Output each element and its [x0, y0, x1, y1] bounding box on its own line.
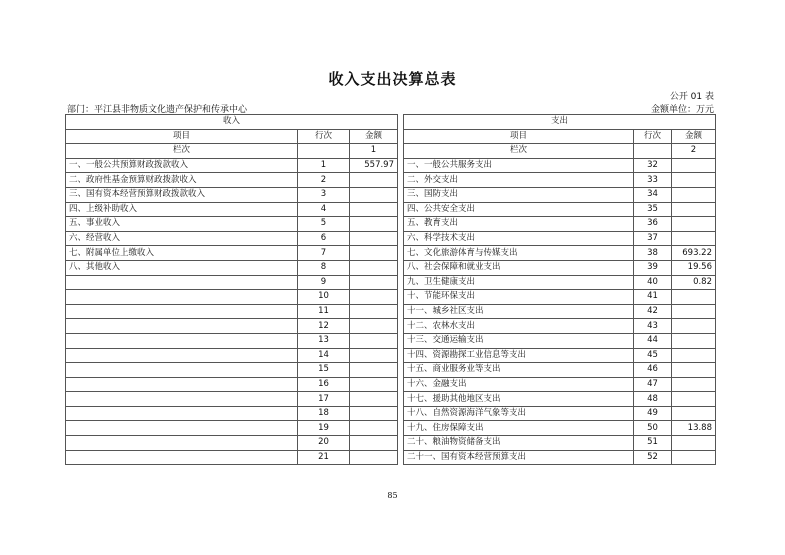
expense-item-cell: 六、科学技术支出	[404, 231, 634, 246]
expense-item-cell: 十一、城乡社区支出	[404, 304, 634, 319]
expense-header: 支出	[404, 115, 716, 130]
income-amount-cell	[350, 450, 398, 465]
expense-amount-cell	[672, 450, 716, 465]
income-amount-cell	[350, 319, 398, 334]
form-number: 公开 01 表	[669, 92, 714, 102]
income-item-cell	[66, 333, 298, 348]
income-item-cell	[66, 436, 298, 451]
expense-amount-cell	[672, 304, 716, 319]
expense-item-cell: 一、一般公共服务支出	[404, 158, 634, 173]
expense-item-cell: 十、节能环保支出	[404, 290, 634, 305]
income-amount-cell	[350, 304, 398, 319]
income-line-cell: 2	[298, 173, 350, 188]
table-row	[66, 187, 716, 202]
table-row	[66, 319, 716, 334]
income-line-cell: 11	[298, 304, 350, 319]
expense-amount-cell: 19.56	[672, 260, 716, 275]
expense-column-label: 栏次	[404, 144, 634, 159]
expense-line-cell: 43	[634, 319, 672, 334]
expense-amount-cell	[672, 290, 716, 305]
income-line-cell: 8	[298, 260, 350, 275]
expense-item-cell: 二十、粮油物资储备支出	[404, 436, 634, 451]
income-line-header: 行次	[298, 129, 350, 144]
income-line-cell: 21	[298, 450, 350, 465]
income-line-cell: 15	[298, 363, 350, 378]
expense-line-cell: 51	[634, 436, 672, 451]
income-item-header: 项目	[66, 129, 298, 144]
income-line-cell: 20	[298, 436, 350, 451]
income-amount-cell	[350, 231, 398, 246]
income-item-cell: 八、其他收入	[66, 260, 298, 275]
expense-amount-cell	[672, 406, 716, 421]
income-item-cell	[66, 363, 298, 378]
expense-amount-cell: 693.22	[672, 246, 716, 261]
table-row	[66, 275, 716, 290]
income-item-cell	[66, 348, 298, 363]
column-number-row	[66, 144, 716, 159]
income-line-cell: 18	[298, 406, 350, 421]
table-row	[66, 290, 716, 305]
income-amount-cell	[350, 392, 398, 407]
expense-amount-cell	[672, 377, 716, 392]
section-header-row	[66, 115, 716, 130]
expense-item-cell: 三、国防支出	[404, 187, 634, 202]
expense-line-cell: 35	[634, 202, 672, 217]
income-amount-cell	[350, 202, 398, 217]
expense-item-header: 项目	[404, 129, 634, 144]
expense-line-blank	[634, 144, 672, 159]
expense-item-cell: 十四、资源勘探工业信息等支出	[404, 348, 634, 363]
expense-line-cell: 34	[634, 187, 672, 202]
income-amount-cell	[350, 217, 398, 232]
income-amount-header: 金额	[350, 129, 398, 144]
expense-item-cell: 十五、商业服务业等支出	[404, 363, 634, 378]
income-line-cell: 4	[298, 202, 350, 217]
page-number: 85	[387, 491, 398, 500]
expense-amount-cell: 0.82	[672, 275, 716, 290]
expense-line-cell: 36	[634, 217, 672, 232]
income-amount-cell	[350, 421, 398, 436]
table-row	[66, 392, 716, 407]
expense-item-cell: 十八、自然资源海洋气象等支出	[404, 406, 634, 421]
expense-line-cell: 41	[634, 290, 672, 305]
expense-column-number: 2	[672, 144, 716, 159]
expense-item-cell: 九、卫生健康支出	[404, 275, 634, 290]
income-item-cell: 三、国有资本经营预算财政拨款收入	[66, 187, 298, 202]
income-amount-cell	[350, 290, 398, 305]
income-item-cell: 四、上级补助收入	[66, 202, 298, 217]
expense-amount-cell	[672, 333, 716, 348]
expense-item-cell: 十三、交通运输支出	[404, 333, 634, 348]
expense-amount-cell	[672, 363, 716, 378]
amount-unit-label: 金额单位：万元	[650, 105, 714, 115]
expense-line-cell: 37	[634, 231, 672, 246]
income-column-label: 栏次	[66, 144, 298, 159]
income-line-cell: 19	[298, 421, 350, 436]
income-amount-cell	[350, 348, 398, 363]
report-title: 收入支出决算总表	[328, 70, 457, 88]
income-line-cell: 10	[298, 290, 350, 305]
income-line-cell: 5	[298, 217, 350, 232]
income-amount-cell	[350, 406, 398, 421]
table-row	[66, 304, 716, 319]
expense-line-header: 行次	[634, 129, 672, 144]
expense-amount-cell	[672, 348, 716, 363]
expense-amount-cell	[672, 217, 716, 232]
income-line-cell: 9	[298, 275, 350, 290]
income-item-cell	[66, 290, 298, 305]
income-item-cell: 五、事业收入	[66, 217, 298, 232]
income-item-cell	[66, 304, 298, 319]
income-line-cell: 13	[298, 333, 350, 348]
expense-line-cell: 45	[634, 348, 672, 363]
expense-line-cell: 52	[634, 450, 672, 465]
table-row	[66, 202, 716, 217]
table-row	[66, 158, 716, 173]
table-row	[66, 348, 716, 363]
expense-amount-header: 金额	[672, 129, 716, 144]
income-amount-cell	[350, 187, 398, 202]
income-item-cell: 六、经营收入	[66, 231, 298, 246]
expense-amount-cell: 13.88	[672, 421, 716, 436]
expense-item-cell: 十二、农林水支出	[404, 319, 634, 334]
expense-item-cell: 二十一、国有资本经营预算支出	[404, 450, 634, 465]
expense-line-cell: 46	[634, 363, 672, 378]
income-item-cell: 二、政府性基金预算财政拨款收入	[66, 173, 298, 188]
income-item-cell	[66, 377, 298, 392]
income-amount-cell	[350, 436, 398, 451]
table-row	[66, 363, 716, 378]
table-row	[66, 333, 716, 348]
income-item-cell	[66, 319, 298, 334]
expense-amount-cell	[672, 173, 716, 188]
column-header-row	[66, 129, 716, 144]
income-amount-cell: 557.97	[350, 158, 398, 173]
income-item-cell	[66, 392, 298, 407]
income-line-cell: 17	[298, 392, 350, 407]
table-row	[66, 377, 716, 392]
income-item-cell: 七、附属单位上缴收入	[66, 246, 298, 261]
expense-item-cell: 五、教育支出	[404, 217, 634, 232]
income-amount-cell	[350, 173, 398, 188]
income-line-cell: 6	[298, 231, 350, 246]
income-item-cell	[66, 406, 298, 421]
expense-line-cell: 49	[634, 406, 672, 421]
income-header: 收入	[66, 115, 398, 130]
expense-item-cell: 十九、住房保障支出	[404, 421, 634, 436]
income-item-cell	[66, 450, 298, 465]
expense-amount-cell	[672, 202, 716, 217]
table-row	[66, 173, 716, 188]
income-line-cell: 7	[298, 246, 350, 261]
expense-line-cell: 38	[634, 246, 672, 261]
expense-line-cell: 40	[634, 275, 672, 290]
table-row	[66, 260, 716, 275]
income-item-cell	[66, 421, 298, 436]
expense-amount-cell	[672, 158, 716, 173]
income-line-cell: 16	[298, 377, 350, 392]
expense-line-cell: 50	[634, 421, 672, 436]
expense-amount-cell	[672, 187, 716, 202]
income-amount-cell	[350, 333, 398, 348]
income-line-cell: 3	[298, 187, 350, 202]
expense-line-cell: 47	[634, 377, 672, 392]
income-line-blank	[298, 144, 350, 159]
table-row	[66, 217, 716, 232]
expense-line-cell: 48	[634, 392, 672, 407]
expense-item-cell: 七、文化旅游体育与传媒支出	[404, 246, 634, 261]
expense-line-cell: 39	[634, 260, 672, 275]
income-amount-cell	[350, 246, 398, 261]
income-line-cell: 14	[298, 348, 350, 363]
expense-amount-cell	[672, 392, 716, 407]
expense-item-cell: 四、公共安全支出	[404, 202, 634, 217]
expense-amount-cell	[672, 436, 716, 451]
income-amount-cell	[350, 363, 398, 378]
income-amount-cell	[350, 275, 398, 290]
income-expense-table	[65, 114, 716, 465]
expense-line-cell: 44	[634, 333, 672, 348]
income-amount-cell	[350, 260, 398, 275]
table-row	[66, 421, 716, 436]
expense-item-cell: 二、外交支出	[404, 173, 634, 188]
table-row	[66, 406, 716, 421]
table-row	[66, 436, 716, 451]
table-row	[66, 231, 716, 246]
expense-item-cell: 八、社会保障和就业支出	[404, 260, 634, 275]
expense-amount-cell	[672, 319, 716, 334]
table-row	[66, 450, 716, 465]
expense-line-cell: 42	[634, 304, 672, 319]
expense-item-cell: 十六、金融支出	[404, 377, 634, 392]
department-label: 部门：平江县非物质文化遗产保护和传承中心	[67, 105, 248, 115]
income-amount-cell	[350, 377, 398, 392]
table-row	[66, 246, 716, 261]
expense-item-cell: 十七、援助其他地区支出	[404, 392, 634, 407]
income-item-cell	[66, 275, 298, 290]
expense-amount-cell	[672, 231, 716, 246]
income-column-number: 1	[350, 144, 398, 159]
income-line-cell: 1	[298, 158, 350, 173]
expense-line-cell: 32	[634, 158, 672, 173]
expense-line-cell: 33	[634, 173, 672, 188]
income-line-cell: 12	[298, 319, 350, 334]
income-item-cell: 一、一般公共预算财政拨款收入	[66, 158, 298, 173]
